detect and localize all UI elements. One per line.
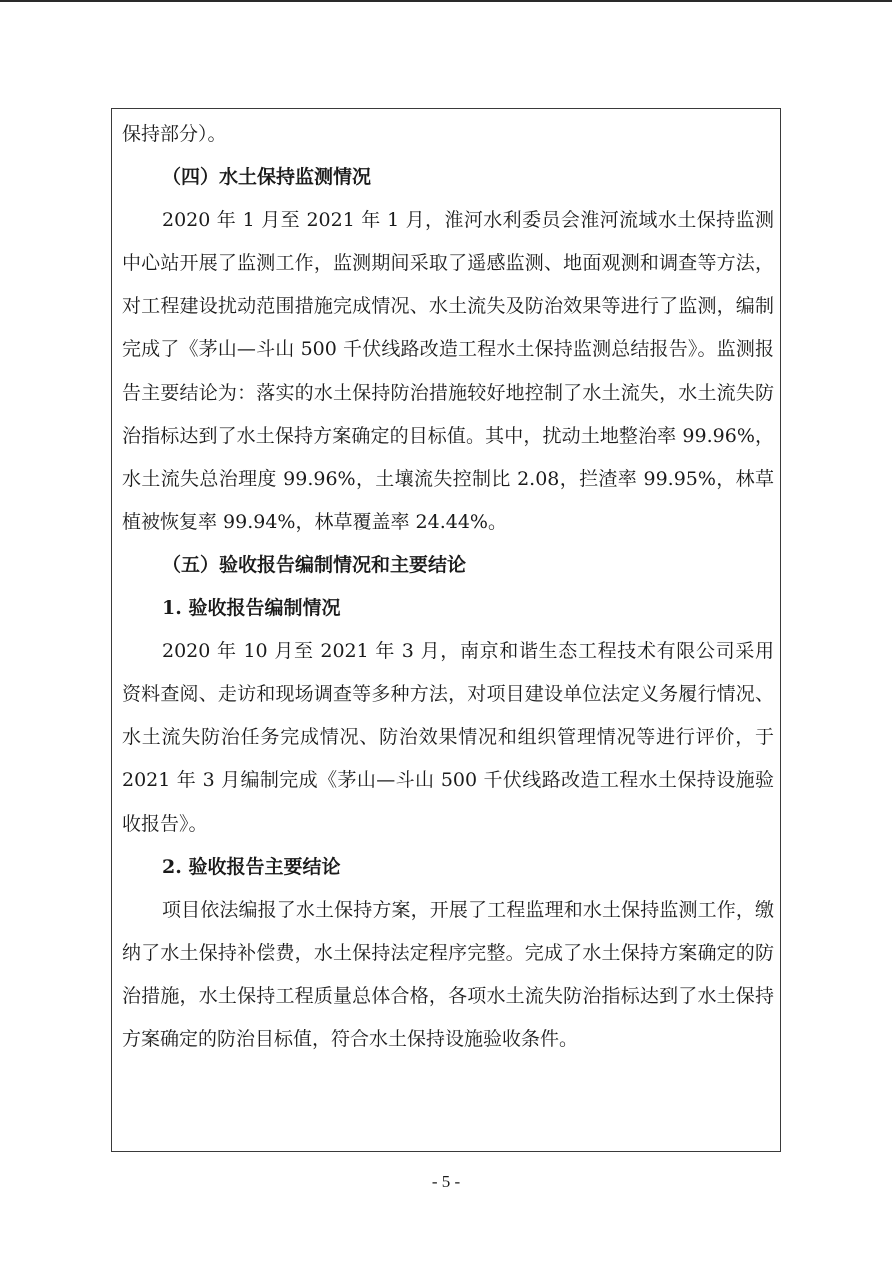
subheading-report-compilation: 1. 验收报告编制情况 <box>162 597 341 620</box>
page-number: - 5 - <box>431 1172 461 1191</box>
document-body <box>122 113 774 1061</box>
paragraph-monitoring: 2020 年 1 月至 2021 年 1 月，淮河水利委员会淮河流域水土保持监测中心站开展了监测工作，监测期间采取了遥感监测、地面观测和调查等方法，对工程建设扰动范围措施完成情况、水土流失及防治效果等进行了监测，编制完成了《茅山—斗山 500 千伏线路改造工程水土保持监测总结报告》。监测报告主要结论为：落实的水土保持防治措施较好地控制了水土流失，水土流失防治指标达到了水土保持方案确定的目标值。其中，扰动土地整治率 99.96%，水土流失总治理度 99.96%，土壤流失控制比 2.08，拦渣率 99.95%，林草植被恢复率 99.94%，林草覆盖率 24.44%。 <box>122 209 774 533</box>
section-heading-monitoring: （四）水土保持监测情况 <box>162 166 372 189</box>
top-edge-rule <box>0 0 892 2</box>
paragraph-report-compilation: 2020 年 10 月至 2021 年 3 月，南京和谐生态工程技术有限公司采用资料查阅、走访和现场调查等多种方法，对项目建设单位法定义务履行情况、水土流失防治任务完成情况、防治效果情况和组织管理情况等进行评价，于 2021 年 3 月编制完成《茅山—斗山 500 千伏线路改造工程水土保持设施验收报告》。 <box>122 640 774 835</box>
paragraph-main-conclusions: 项目依法编报了水土保持方案，开展了工程监理和水土保持监测工作，缴纳了水土保持补偿费，水土保持法定程序完整。完成了水土保持方案确定的防治措施，水土保持工程质量总体合格，各项水土流失防治指标达到了水土保持方案确定的防治目标值，符合水土保持设施验收条件。 <box>122 898 774 1050</box>
paragraph-continuation: 保持部分）。 <box>122 123 227 145</box>
section-heading-acceptance-report: （五）验收报告编制情况和主要结论 <box>162 553 467 576</box>
subheading-main-conclusions: 2. 验收报告主要结论 <box>162 855 341 878</box>
